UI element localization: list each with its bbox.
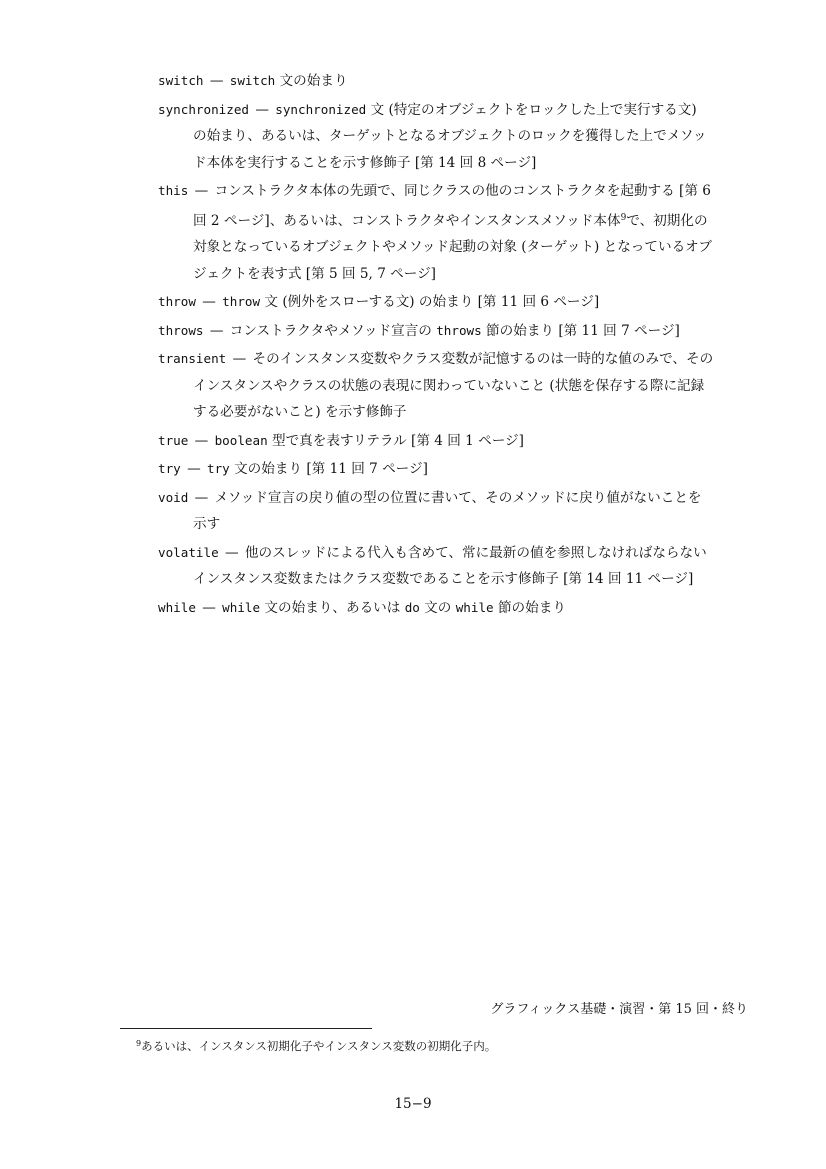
inline-code: synchronized xyxy=(275,101,367,117)
inline-code: throw xyxy=(222,294,261,309)
footnote-mark: 9 xyxy=(136,1039,142,1048)
keyword-term: transient xyxy=(158,351,227,366)
glossary-entry xyxy=(158,178,714,287)
keyword-term: void xyxy=(158,489,189,505)
glossary-entry xyxy=(158,318,714,345)
entry-description: 文の始まり [第 11 回 7 ページ] xyxy=(229,461,428,477)
entry-description: 型で真を表すリテラル [第 4 回 1 ページ] xyxy=(267,432,524,449)
em-dash: — xyxy=(202,294,216,310)
footnote-text: あるいは、インスタンス初期化子やインスタンス変数の初期化子内。 xyxy=(141,1039,497,1053)
inline-code: try xyxy=(207,461,230,476)
keyword-term: try xyxy=(158,461,181,476)
keyword-term: true xyxy=(158,432,189,448)
keyword-term: while xyxy=(158,599,196,615)
entry-description: 文の始まり xyxy=(275,73,348,89)
entry-description: 文の始まり、あるいは xyxy=(260,599,405,616)
glossary-entry xyxy=(158,428,714,455)
keyword-term: volatile xyxy=(158,544,219,560)
keyword-glossary xyxy=(158,68,714,623)
entry-description: 節の始まり [第 11 回 7 ページ] xyxy=(481,322,680,339)
inline-code: while xyxy=(222,599,261,615)
inline-code: boolean xyxy=(214,432,268,448)
inline-code: switch xyxy=(229,73,276,88)
page-number: 15−9 xyxy=(394,1096,432,1112)
entry-description: メソッド宣言の戻り値の型の位置に書いて、そのメソッドに戻り値がないことを示す xyxy=(193,489,702,532)
glossary-entry xyxy=(158,485,714,538)
entry-description: コンストラクタやメソッド宣言の xyxy=(229,322,437,339)
keyword-term: switch xyxy=(158,73,204,88)
entry-description: 文 (特定のオブジェクトをロックした上で実行する文) の始まり、あるいは、ターゲットとなるオブジェクトのロックを獲得した上でメソッド本体を実行することを示す修飾子 [第 14 回 8 ページ] xyxy=(193,101,707,171)
entry-description: 文 (例外をスローする文) の始まり [第 11 回 6 ページ] xyxy=(260,294,600,310)
em-dash: — xyxy=(255,101,269,118)
footnote-rule xyxy=(120,1028,372,1029)
glossary-entry xyxy=(158,97,714,177)
footnote xyxy=(136,1038,496,1054)
inline-code: while xyxy=(455,599,494,615)
entry-description: コンストラクタ本体の先頭で、同じクラスの他のコンストラクタを起動する [第 6 回 2 ページ]、あるいは、コンストラクタやインスタンスメソッド本体 xyxy=(193,183,711,229)
footnote-reference: 9 xyxy=(620,212,627,223)
em-dash: — xyxy=(225,544,239,561)
em-dash: — xyxy=(209,322,224,339)
glossary-entry xyxy=(158,456,714,483)
lecture-closing-line: グラフィックス基礎・演習・第 15 回・終り xyxy=(490,1002,748,1017)
em-dash: — xyxy=(232,351,247,367)
entry-description: そのインスタンス変数やクラス変数が記憶するのは一時的な値のみで、そのインスタンスやクラスの状態の表現に関わっていないこと (状態を保存する際に記録する必要がないこと) を示す修飾子 xyxy=(193,351,714,420)
em-dash: — xyxy=(194,489,209,506)
em-dash: — xyxy=(194,432,209,449)
glossary-entry xyxy=(158,346,714,426)
entry-description: で、初期化の対象となっているオブジェクトやメソッド起動の対象 (ターゲット) となっているオブジェクトを表す式 [第 5 回 5, 7 ページ] xyxy=(193,212,712,282)
em-dash: — xyxy=(209,73,224,89)
glossary-entry xyxy=(158,289,714,316)
keyword-term: this xyxy=(158,183,189,198)
em-dash: — xyxy=(202,599,216,616)
keyword-term: throw xyxy=(158,294,196,309)
keyword-term: throws xyxy=(158,322,204,338)
keyword-term: synchronized xyxy=(158,101,249,117)
em-dash: — xyxy=(194,183,209,199)
entry-description: 他のスレッドによる代入も含めて、常に最新の値を参照しなければならないインスタンス変数またはクラス変数であることを示す修飾子 [第 14 回 11 ページ] xyxy=(193,544,707,587)
em-dash: — xyxy=(187,461,201,477)
glossary-entry xyxy=(158,68,714,95)
glossary-entry xyxy=(158,540,714,593)
entry-description: 文の xyxy=(419,599,456,616)
inline-code: do xyxy=(404,599,420,615)
glossary-entry xyxy=(158,595,714,622)
entry-description: 節の始まり xyxy=(493,599,566,616)
inline-code: throws xyxy=(436,322,482,338)
